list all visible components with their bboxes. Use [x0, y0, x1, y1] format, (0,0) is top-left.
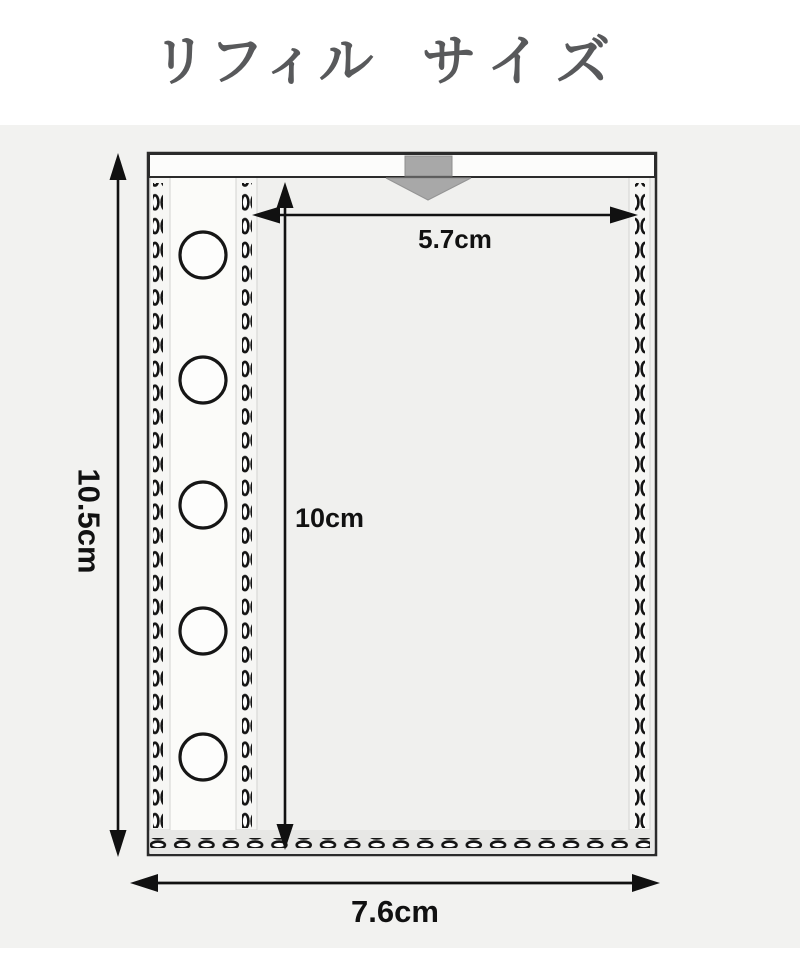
binder-hole: [180, 232, 226, 278]
binder-hole: [180, 357, 226, 403]
top-seal-strip: [149, 154, 655, 177]
dimension-label-pocket-width: 5.7cm: [418, 224, 492, 254]
binder-hole: [180, 608, 226, 654]
dimension-label-pocket-height: 10cm: [295, 503, 365, 533]
binder-hole: [180, 482, 226, 528]
dimension-label-outer-width: 7.6cm: [351, 894, 439, 929]
dimension-line-outer-height: [110, 153, 127, 857]
title-part-2: サイズ: [421, 30, 625, 92]
dimension-label-outer-height: 10.5cm: [71, 468, 107, 574]
dimension-line-outer-width: [130, 874, 660, 892]
stitch-column-inner: [242, 183, 252, 828]
stitch-row-bottom: [150, 838, 650, 848]
binder-hole: [180, 734, 226, 780]
stitch-column-left: [153, 183, 163, 828]
title-part-1: リフィル: [151, 30, 376, 92]
stitch-column-right: [635, 183, 645, 828]
